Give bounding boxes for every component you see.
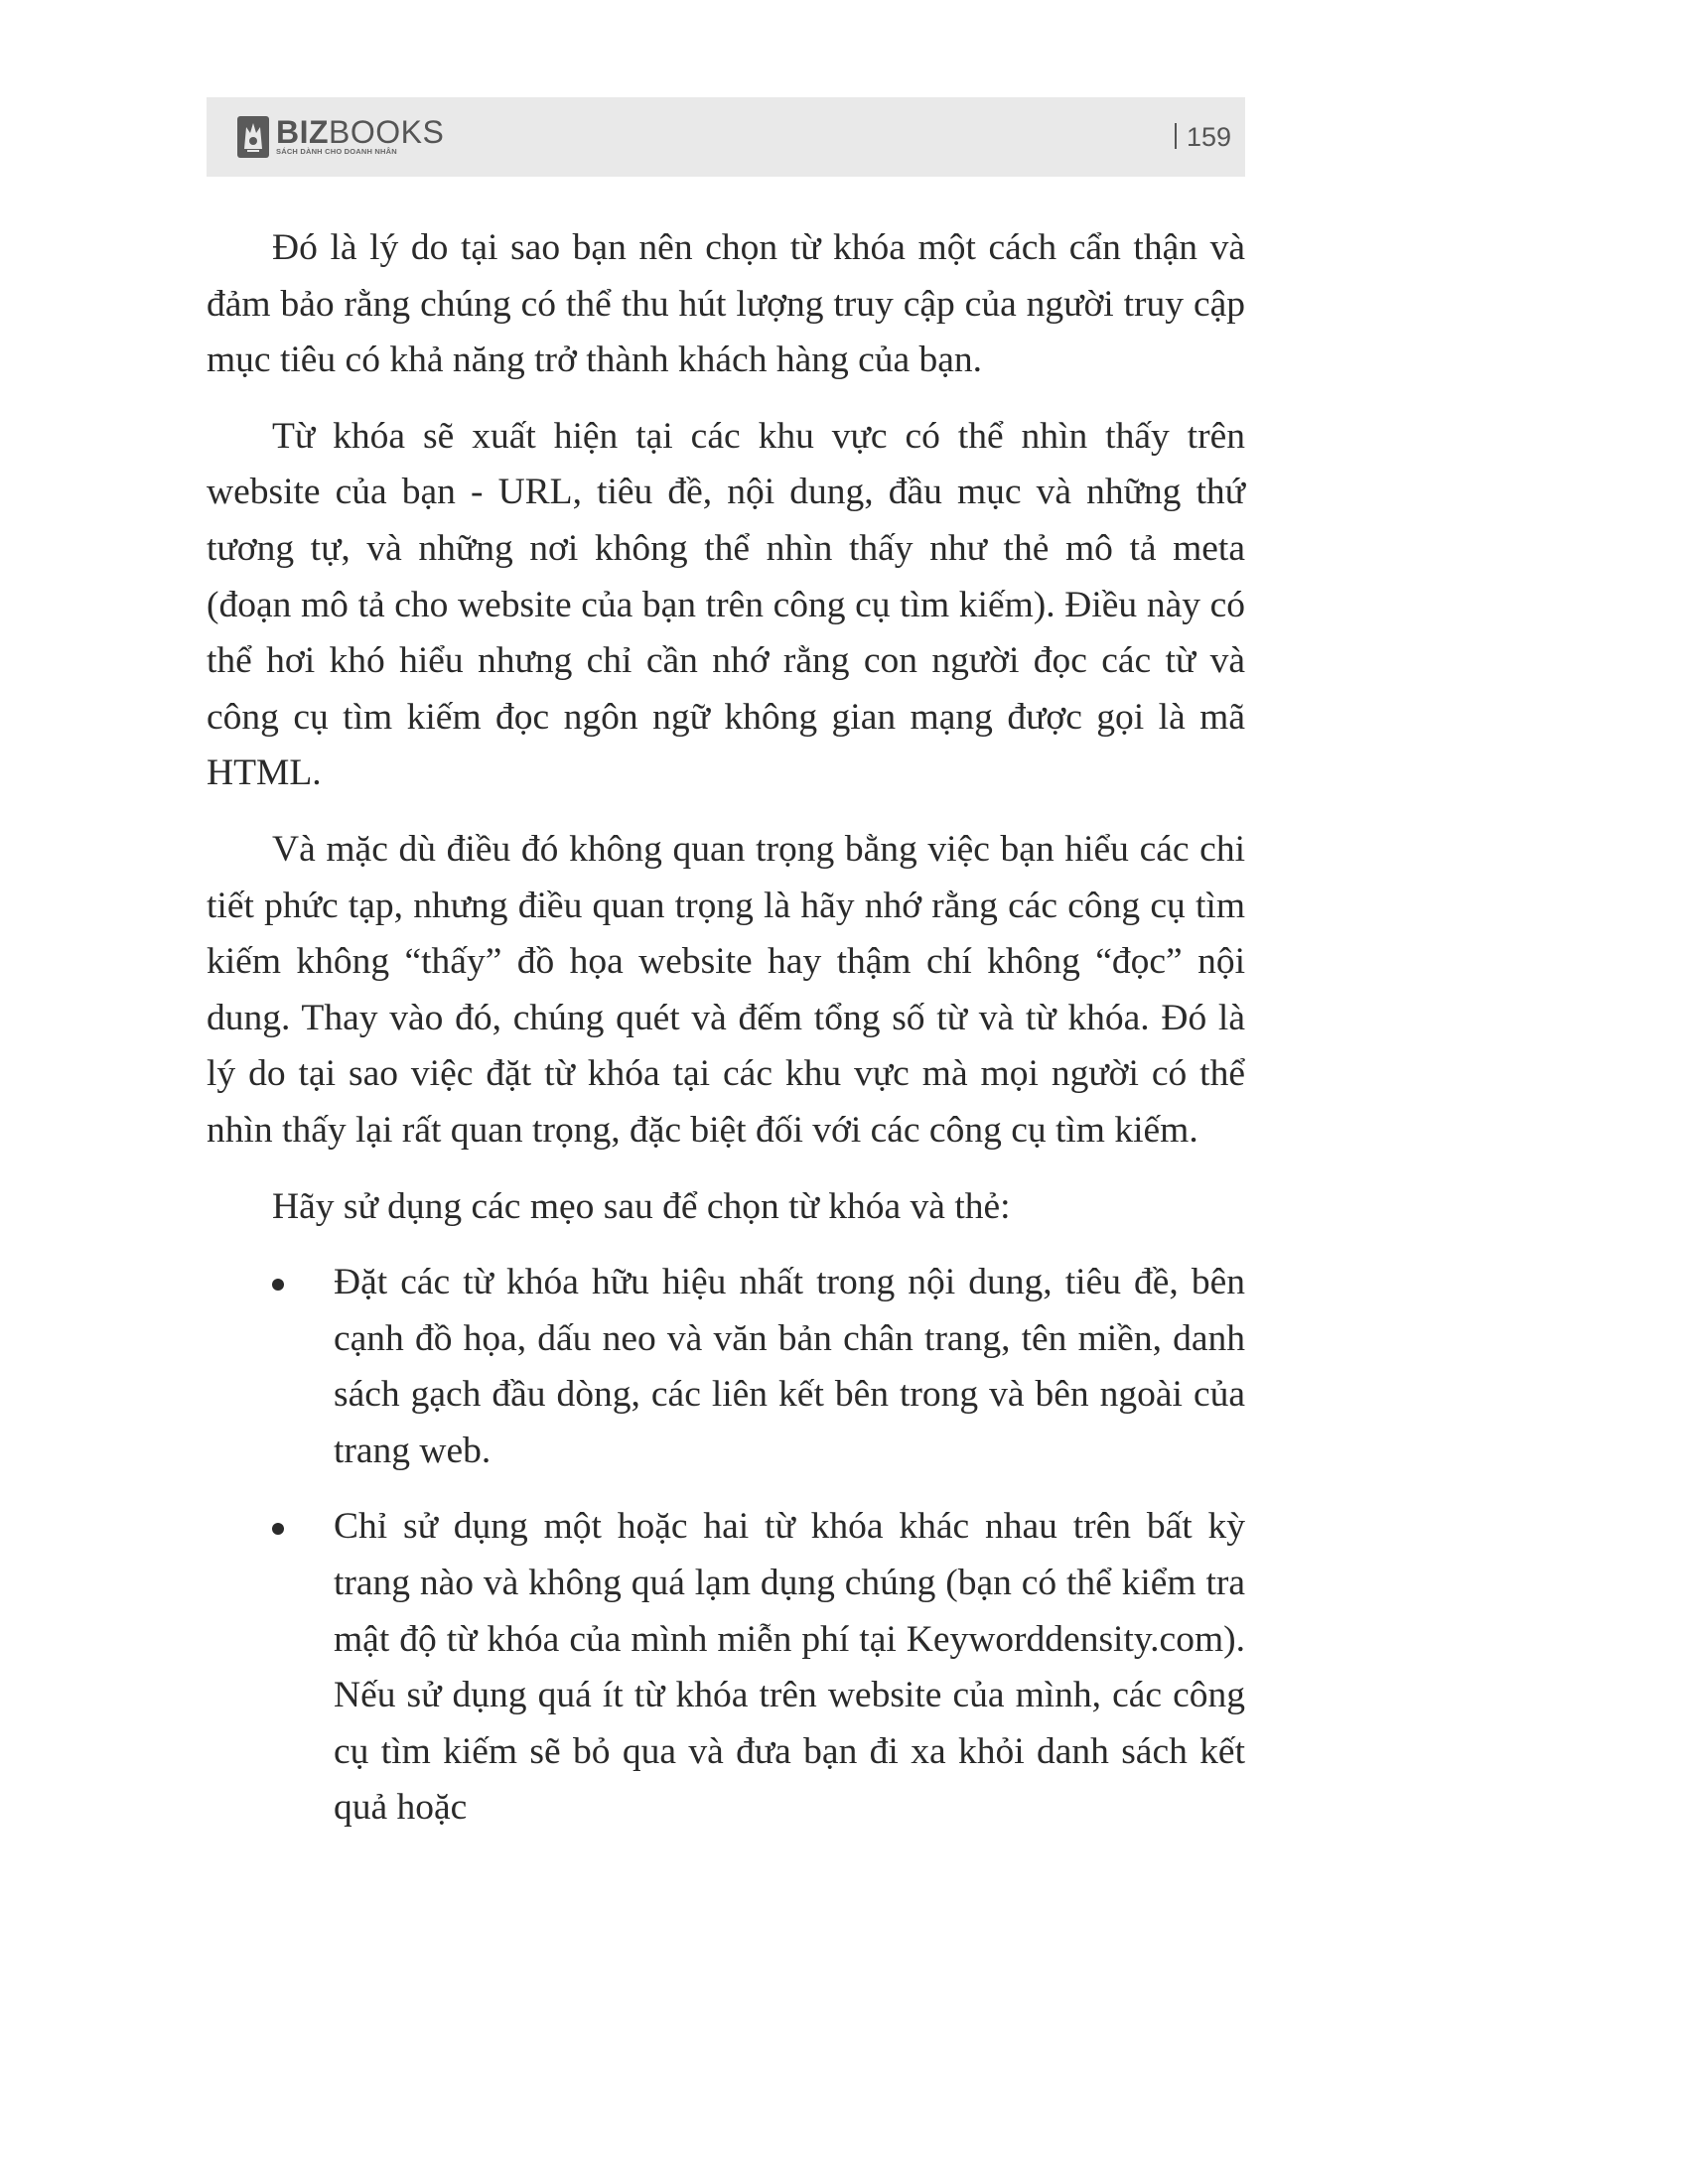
list-item-text: Đặt các từ khóa hữu hiệu nhất trong nội dung, tiêu đề, bên cạnh đồ họa, dấu neo và văn bản chân trang, tên miền, danh sách gạch đầu dòng, các liên kết bên trong và bên ngoài của trang web. xyxy=(334,1262,1245,1471)
list-item xyxy=(207,1499,1245,1837)
page-body xyxy=(207,220,1245,1856)
brand-name-bold: BIZ xyxy=(276,114,330,150)
page-number-divider xyxy=(1175,123,1177,149)
brand-name-light: BOOKS xyxy=(329,114,445,150)
tips-list xyxy=(207,1255,1245,1837)
brand-tagline: SÁCH DÀNH CHO DOANH NHÂN xyxy=(276,147,397,156)
paragraph-4-intro: Hãy sử dụng các mẹo sau để chọn từ khóa và thẻ: xyxy=(272,1185,1011,1227)
paragraph-3: Và mặc dù điều đó không quan trọng bằng việc bạn hiểu các chi tiết phức tạp, nhưng điều quan trọng là hãy nhớ rằng các công cụ tìm kiếm không “thấy” đồ họa website hay thậm chí không “đọc” nội dung. Thay vào đó, chúng quét và đếm tổng số từ và từ khóa. Đó là lý do tại sao việc đặt từ khóa tại các khu vực mà mọi người có thể nhìn thấy lại rất quan trọng, đặc biệt đối với các công cụ tìm kiếm. xyxy=(207,828,1245,1151)
bizbooks-logo-icon xyxy=(236,115,270,159)
page-number xyxy=(1175,119,1231,155)
list-item xyxy=(207,1255,1245,1479)
page-number-value: 159 xyxy=(1186,122,1231,152)
bizbooks-logo xyxy=(236,113,444,161)
paragraph-2: Từ khóa sẽ xuất hiện tại các khu vực có thể nhìn thấy trên website của bạn - URL, tiêu đề, nội dung, đầu mục và những thứ tương tự, và những nơi không thể nhìn thấy như thẻ mô tả meta (đoạn mô tả cho website của bạn trên công cụ tìm kiếm). Điều này có thể hơi khó hiểu nhưng chỉ cần nhớ rằng con người đọc các từ và công cụ tìm kiếm đọc ngôn ngữ không gian mạng được gọi là mã HTML. xyxy=(207,415,1245,794)
page-header xyxy=(207,97,1245,177)
brand-name xyxy=(276,114,445,150)
bullet-icon xyxy=(272,1523,284,1535)
paragraph-1: Đó là lý do tại sao bạn nên chọn từ khóa một cách cẩn thận và đảm bảo rằng chúng có thể thu hút lượng truy cập của người truy cập mục tiêu có khả năng trở thành khách hàng của bạn. xyxy=(207,227,1245,381)
bullet-icon xyxy=(272,1279,284,1291)
list-item-text: Chỉ sử dụng một hoặc hai từ khóa khác nhau trên bất kỳ trang nào và không quá lạm dụng chúng (bạn có thể kiểm tra mật độ từ khóa của mình miễn phí tại Keyworddensity.com). Nếu sử dụng quá ít từ khóa trên website của mình, các công cụ tìm kiếm sẽ bỏ qua và đưa bạn đi xa khỏi danh sách kết quả hoặc xyxy=(334,1506,1245,1829)
